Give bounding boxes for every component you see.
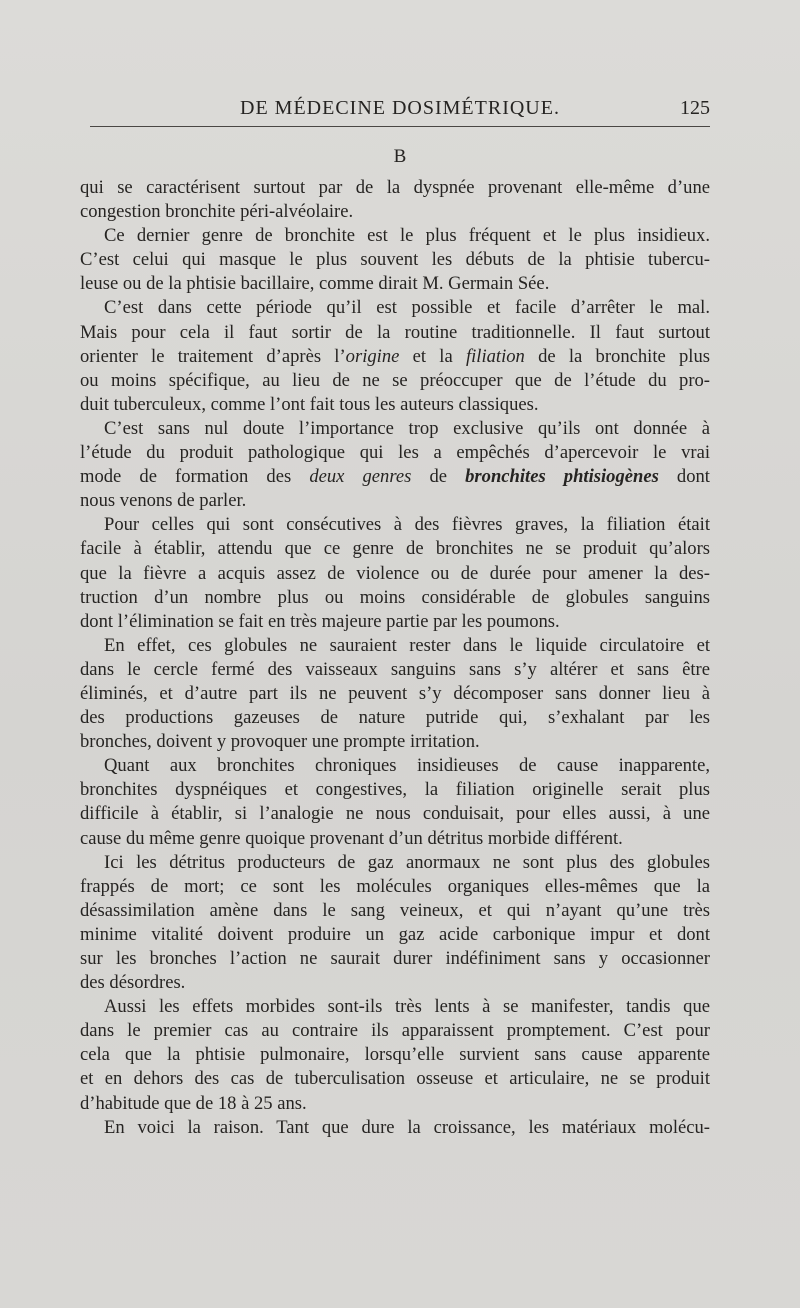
body-text <box>80 176 710 1140</box>
text-line: cela que la phtisie pulmonaire, lorsqu’elle survient sans cause apparente <box>80 1044 710 1066</box>
text-line: Mais pour cela il faut sortir de la routine traditionnelle. Il faut surtout <box>80 321 710 343</box>
text-line: bronches, doivent y provoquer une prompte irritation. <box>80 731 480 753</box>
text-line: facile à établir, attendu que ce genre de bronchites ne se produit qu’alors <box>80 538 710 560</box>
text-line: mode de formation des deux genres de bronchites phtisiogènes dont <box>80 466 710 488</box>
text-line: que la fièvre a acquis assez de violence ou de durée pour amener la des- <box>80 562 710 584</box>
text-line: congestion bronchite péri-alvéolaire. <box>80 201 354 223</box>
text-line: Aussi les effets morbides sont-ils très lents à se manifester, tandis que <box>104 996 710 1018</box>
text-line: En effet, ces globules ne sauraient rester dans le liquide circulatoire et <box>104 634 710 656</box>
text-line: dans le cercle fermé des vaisseaux sanguins sans s’y altérer et sans être <box>80 658 710 680</box>
text-line: dont l’élimination se fait en très majeure partie par les poumons. <box>80 610 560 632</box>
text-line: Ici les détritus producteurs de gaz anormaux ne sont plus des globules <box>104 851 710 873</box>
text-line: éliminés, et d’autre part ils ne peuvent s’y décomposer sans donner lieu à <box>80 682 710 704</box>
text-line: difficile à établir, si l’analogie ne nous conduisait, pour elles aussi, à une <box>80 803 710 825</box>
running-header: DE MÉDECINE DOSIMÉTRIQUE. <box>240 97 560 119</box>
text-line: cause du même genre quoique provenant d’un détritus morbide différent. <box>80 827 623 849</box>
italic-term: deux genres <box>309 466 412 488</box>
text-line: leuse ou de la phtisie bacillaire, comme dirait M. Germain Sée. <box>80 273 550 295</box>
text-line: l’étude du produit pathologique qui les a empêchés d’apercevoir le vrai <box>80 442 710 464</box>
italic-term: bronchites phtisiogènes <box>465 466 659 488</box>
text-line: des désordres. <box>80 972 186 994</box>
text-line: dans le premier cas au contraire ils apparaissent promptement. C’est pour <box>80 1020 710 1042</box>
text-line: En voici la raison. Tant que dure la croissance, les matériaux molécu- <box>104 1116 710 1138</box>
text-line: C’est dans cette période qu’il est possible et facile d’arrêter le mal. <box>104 297 710 319</box>
text-line: Quant aux bronchites chroniques insidieuses de cause inapparente, <box>104 755 710 777</box>
text-line: truction d’un nombre plus ou moins considérable de globules sanguins <box>80 586 710 608</box>
text-line: et en dehors des cas de tuberculisation osseuse et articulaire, ne se produit <box>80 1068 710 1090</box>
text-line: qui se caractérisent surtout par de la dyspnée provenant elle-même d’une <box>80 177 710 198</box>
text-line: d’habitude que de 18 à 25 ans. <box>80 1092 307 1114</box>
header-rule <box>90 126 710 127</box>
text-line: Ce dernier genre de bronchite est le plus fréquent et le plus insidieux. <box>104 225 710 247</box>
text-line: bronchites dyspnéiques et congestives, la filiation originelle serait plus <box>80 779 710 801</box>
text-line: Pour celles qui sont consécutives à des fièvres graves, la filiation était <box>104 514 710 536</box>
text-line: C’est sans nul doute l’importance trop exclusive qu’ils ont donnée à <box>104 417 710 439</box>
text-line: des productions gazeuses de nature putride qui, s’exhalant par les <box>80 707 710 729</box>
signature-mark: B <box>393 146 407 167</box>
text-line: minime vitalité doivent produire un gaz acide carbonique impur et dont <box>80 923 710 945</box>
text-line: ou moins spécifique, au lieu de ne se préoccuper que de l’étude du pro- <box>80 369 710 391</box>
text-line: duit tuberculeux, comme l’ont fait tous les auteurs classiques. <box>80 393 539 415</box>
text-line: désassimilation amène dans le sang veineux, et qui n’ayant qu’une très <box>80 899 710 921</box>
italic-term: origine <box>345 345 400 367</box>
text-line: frappés de mort; ce sont les molécules organiques elles-mêmes que la <box>80 875 710 897</box>
text-line: C’est celui qui masque le plus souvent les débuts de la phtisie tubercu- <box>80 249 710 271</box>
italic-term: filiation <box>465 345 525 367</box>
text-line: orienter le traitement d’après l’origine et la filiation de la bronchite plus <box>80 345 710 367</box>
text-line: nous venons de parler. <box>80 490 247 512</box>
page-number: 125 <box>680 97 710 119</box>
text-line: sur les bronches l’action ne saurait durer indéfiniment sans y occasionner <box>80 948 710 969</box>
